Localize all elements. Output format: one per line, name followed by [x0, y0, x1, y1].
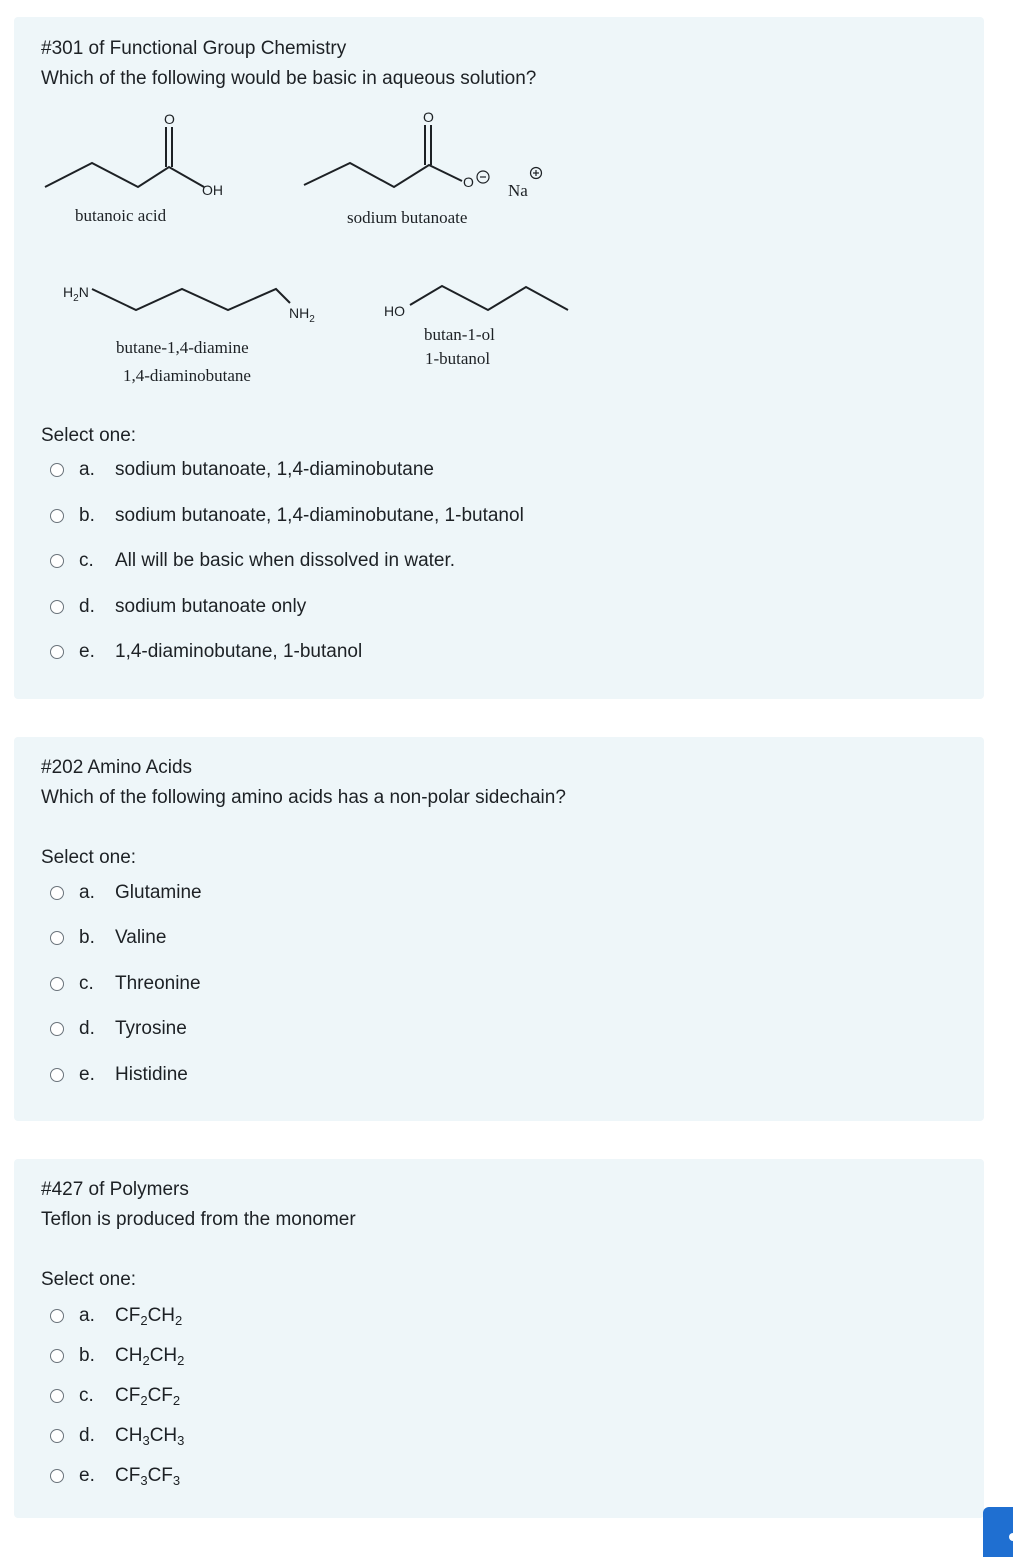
radio-button[interactable]: [50, 554, 64, 568]
select-one-label: Select one:: [41, 847, 137, 868]
answer-option-c[interactable]: [50, 1383, 180, 1409]
answer-option-d[interactable]: [50, 1016, 187, 1042]
option-letter: b.: [79, 927, 95, 948]
radio-button[interactable]: [50, 1349, 64, 1363]
structure-label-diaminobutane: 1,4-diaminobutane: [123, 366, 251, 385]
carbonyl-oxygen-label: O: [164, 111, 175, 127]
option-letter: a.: [79, 459, 95, 480]
radio-button[interactable]: [50, 1068, 64, 1082]
structure-label-sodium-butanoate: sodium butanoate: [347, 208, 468, 227]
select-one-label: Select one:: [41, 425, 137, 446]
answer-option-e[interactable]: [50, 1463, 180, 1489]
option-text: sodium butanoate, 1,4-diaminobutane: [115, 459, 435, 480]
formula: $CF_3CF_3$: [115, 1465, 181, 1488]
option-text: sodium butanoate, 1,4-diaminobutane, 1-butanol: [115, 505, 524, 526]
formula: $CF_2CF_2$: [115, 1385, 181, 1408]
option-text: Threonine: [115, 973, 201, 994]
radio-button[interactable]: [50, 463, 64, 477]
formula: $CF_2CH_2$: [115, 1305, 183, 1328]
formula: $CH_2CH_2$: [115, 1345, 185, 1368]
radio-button[interactable]: [50, 509, 64, 523]
option-text: Histidine: [115, 1064, 188, 1085]
option-letter: e.: [79, 641, 95, 662]
carbonyl-oxygen-label: O: [423, 109, 434, 125]
question-text: Which of the following would be basic in aqueous solution?: [41, 68, 537, 89]
radio-button[interactable]: [50, 645, 64, 659]
question-title: #301 of Functional Group Chemistry: [41, 38, 347, 59]
structure-label-1-butanol: 1-butanol: [425, 349, 491, 368]
structure-label-butan-1-ol: butan-1-ol: [424, 325, 495, 344]
sodium-label: Na: [508, 181, 528, 200]
floating-action-button[interactable]: [983, 1507, 1013, 1557]
answer-option-c[interactable]: [50, 971, 201, 997]
hydroxyl-label: OH: [202, 182, 223, 198]
amine-right-label: $NH_2$: [289, 305, 315, 325]
answer-option-b[interactable]: [50, 503, 524, 529]
carboxylate-oxygen-label: O: [463, 174, 474, 190]
structure-label-butane-diamine: butane-1,4-diamine: [116, 338, 249, 357]
option-letter: b.: [79, 1345, 95, 1366]
radio-button[interactable]: [50, 977, 64, 991]
amine-left-label: $H_2N$: [63, 284, 89, 304]
answer-option-c[interactable]: [50, 548, 455, 574]
answer-option-d[interactable]: [50, 1423, 184, 1449]
formula: $CH_3CH_3$: [115, 1425, 185, 1448]
question-text: Teflon is produced from the monomer: [41, 1209, 356, 1230]
answer-option-b[interactable]: [50, 1343, 184, 1369]
question-card-202: [14, 737, 984, 1121]
option-text: sodium butanoate only: [115, 596, 307, 617]
option-letter: b.: [79, 505, 95, 526]
question-card-427: [14, 1159, 984, 1518]
radio-button[interactable]: [50, 1429, 64, 1443]
option-letter: d.: [79, 596, 95, 617]
radio-button[interactable]: [50, 931, 64, 945]
answer-option-b[interactable]: [50, 925, 166, 951]
radio-button[interactable]: [50, 1469, 64, 1483]
structure-label-butanoic-acid: butanoic acid: [75, 206, 167, 225]
option-letter: c.: [79, 550, 94, 571]
radio-button[interactable]: [50, 1022, 64, 1036]
answer-option-a[interactable]: [50, 880, 202, 906]
option-letter: c.: [79, 1385, 94, 1406]
answer-option-e[interactable]: [50, 639, 362, 665]
option-letter: e.: [79, 1465, 95, 1486]
answer-option-d[interactable]: [50, 594, 306, 620]
option-letter: d.: [79, 1018, 95, 1039]
option-text: 1,4-diaminobutane, 1-butanol: [115, 641, 363, 662]
option-letter: e.: [79, 1064, 95, 1085]
option-text: All will be basic when dissolved in water.: [115, 550, 456, 571]
option-letter: c.: [79, 973, 94, 994]
option-letter: d.: [79, 1425, 95, 1446]
option-letter: a.: [79, 882, 95, 903]
question-title: #202 Amino Acids: [41, 757, 193, 778]
question-text: Which of the following amino acids has a non-polar sidechain?: [41, 787, 566, 808]
chemical-structures-figure: [14, 17, 984, 417]
option-text: Valine: [115, 927, 167, 948]
answer-option-a[interactable]: [50, 457, 434, 483]
question-card-301: [14, 17, 984, 699]
option-text: Tyrosine: [115, 1018, 187, 1039]
option-text: Glutamine: [115, 882, 202, 903]
chat-icon: [1009, 1533, 1013, 1541]
radio-button[interactable]: [50, 1389, 64, 1403]
radio-button[interactable]: [50, 1309, 64, 1323]
hydroxyl-label: HO: [384, 303, 405, 319]
radio-button[interactable]: [50, 600, 64, 614]
select-one-label: Select one:: [41, 1269, 137, 1290]
question-title: #427 of Polymers: [41, 1179, 189, 1200]
answer-option-e[interactable]: [50, 1062, 188, 1088]
answer-option-a[interactable]: [50, 1303, 182, 1329]
radio-button[interactable]: [50, 886, 64, 900]
option-letter: a.: [79, 1305, 95, 1326]
